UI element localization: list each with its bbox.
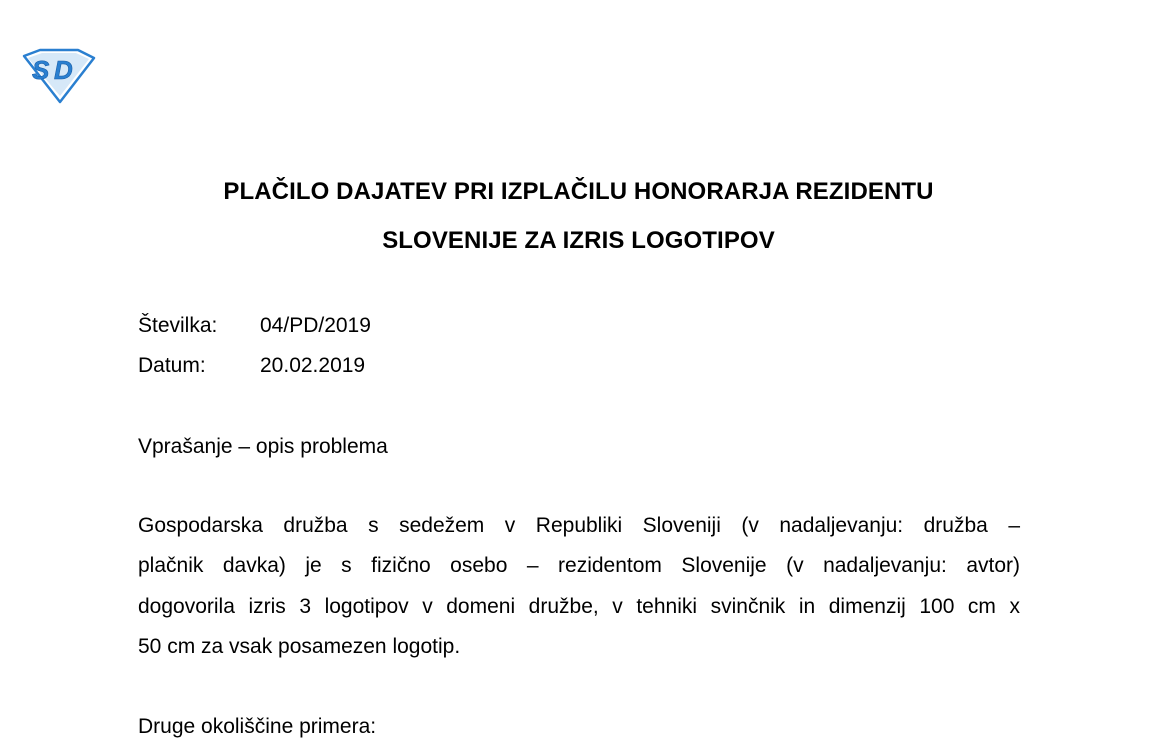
date-label: Datum: xyxy=(138,354,206,377)
meta-date-row xyxy=(138,353,365,379)
document-title-line-1: PLAČILO DAJATEV PRI IZPLAČILU HONORARJA REZIDENTU xyxy=(223,178,934,205)
paragraph-line: Gospodarska družba s sedežem v Republiki Sloveniji (v nadaljevanju: družba – xyxy=(138,514,1020,537)
number-label: Številka: xyxy=(138,314,218,337)
date-value: 20.02.2019 xyxy=(260,354,366,377)
question-heading: Vprašanje – opis problema xyxy=(138,435,388,458)
other-circumstances-heading: Druge okoliščine primera: xyxy=(138,715,377,738)
number-value: 04/PD/2019 xyxy=(260,314,371,337)
document-title-line-2: SLOVENIJE ZA IZRIS LOGOTIPOV xyxy=(382,227,775,254)
meta-number-row xyxy=(138,313,371,339)
paragraph-line: 50 cm za vsak posamezen logotip. xyxy=(138,635,461,658)
svg-text:S: S xyxy=(32,55,50,85)
paragraph-line: plačnik davka) je s fizično osebo – rezidentom Slovenije (v nadaljevanju: avtor) xyxy=(138,554,1020,577)
paragraph-line: dogovorila izris 3 logotipov v domeni družbe, v tehniki svinčnik in dimenzij 100 cm x xyxy=(138,595,1020,618)
svg-text:D: D xyxy=(54,55,73,85)
sd-logo xyxy=(20,46,98,104)
